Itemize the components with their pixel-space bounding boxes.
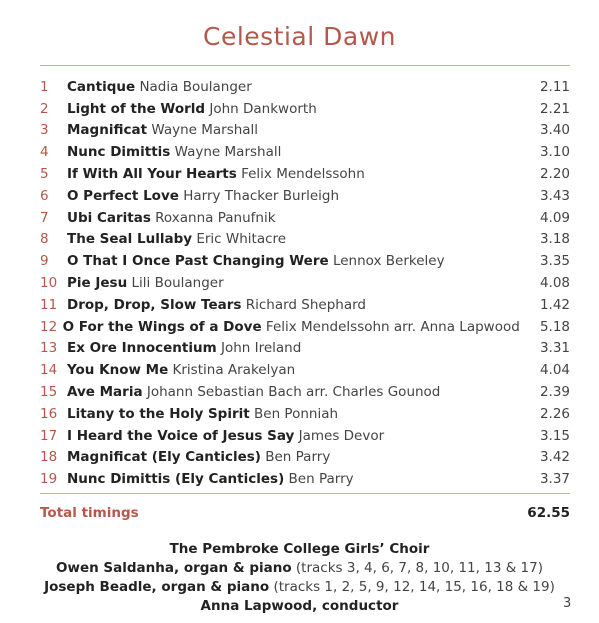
track-title: Ubi Caritas (67, 209, 151, 226)
track-row (40, 381, 570, 403)
track-number: 7 (40, 209, 49, 226)
track-number: 2 (40, 100, 49, 117)
track-row (40, 359, 570, 381)
performer-name: Owen Saldanha, organ & piano (56, 560, 292, 576)
track-duration: 3.42 (539, 449, 570, 466)
track-number: 10 (40, 275, 58, 292)
track-row (40, 272, 570, 294)
top-divider (40, 65, 570, 66)
track-duration: 2.39 (539, 384, 570, 401)
track-number: 9 (40, 253, 49, 270)
track-row (40, 207, 570, 229)
track-duration: 5.18 (539, 318, 570, 335)
track-title: You Know Me (67, 362, 169, 379)
track-number: 3 (40, 122, 49, 139)
track-duration: 4.08 (539, 275, 570, 292)
track-composer: Ben Parry (288, 471, 354, 488)
track-composer: Wayne Marshall (174, 144, 282, 161)
performer-tracks: (tracks 1, 2, 5, 9, 12, 14, 15, 16, 18 & 19) (273, 579, 555, 595)
track-number: 12 (40, 318, 58, 335)
track-composer: Johann Sebastian Bach arr. Charles Gounod (146, 384, 441, 401)
track-duration: 4.04 (539, 362, 570, 379)
album-title: Celestial Dawn (202, 22, 396, 51)
track-composer: James Devor (298, 427, 385, 444)
track-number: 17 (40, 427, 58, 444)
track-row (40, 316, 570, 338)
track-title: The Seal Lullaby (67, 231, 193, 248)
track-title: O Perfect Love (67, 187, 179, 204)
track-duration: 2.26 (539, 405, 570, 422)
track-row (40, 185, 570, 207)
track-title: O For the Wings of a Dove (62, 318, 262, 335)
track-number: 13 (40, 340, 58, 357)
track-number: 11 (40, 296, 58, 313)
track-duration: 3.43 (539, 187, 570, 204)
track-title: I Heard the Voice of Jesus Say (67, 427, 295, 444)
track-composer: Ben Parry (265, 449, 331, 466)
track-title: Nunc Dimittis (67, 144, 171, 161)
track-composer: Lili Boulanger (131, 275, 224, 292)
track-number: 6 (40, 187, 49, 204)
track-number: 18 (40, 449, 58, 466)
track-row (40, 141, 570, 163)
track-row (40, 76, 570, 98)
track-row (40, 403, 570, 425)
track-duration: 1.42 (539, 296, 570, 313)
performer-credits (0, 540, 599, 616)
track-row (40, 338, 570, 360)
track-title: Cantique (67, 78, 136, 95)
credit-line-joseph (0, 578, 599, 597)
track-duration: 3.35 (539, 253, 570, 270)
track-row (40, 468, 570, 490)
bottom-divider (40, 493, 570, 494)
track-title: Pie Jesu (67, 275, 128, 292)
track-duration: 3.37 (539, 471, 570, 488)
track-row (40, 229, 570, 251)
track-number: 19 (40, 471, 58, 488)
track-composer: Richard Shephard (245, 296, 367, 313)
track-title: Ex Ore Innocentium (67, 340, 217, 357)
track-row (40, 163, 570, 185)
performer-tracks: (tracks 3, 4, 6, 7, 8, 10, 11, 13 & 17) (295, 560, 543, 576)
track-row (40, 120, 570, 142)
track-composer: John Dankworth (209, 100, 317, 117)
total-timings-row (40, 505, 570, 521)
track-number: 8 (40, 231, 49, 248)
track-composer: Eric Whitacre (196, 231, 287, 248)
track-composer: John Ireland (220, 340, 302, 357)
track-duration: 3.31 (539, 340, 570, 357)
total-timings-value: 62.55 (527, 505, 570, 521)
choir-name: The Pembroke College Girls’ Choir (169, 541, 430, 557)
track-row (40, 425, 570, 447)
track-title: If With All Your Hearts (67, 166, 237, 183)
page-number: 3 (563, 596, 572, 611)
track-duration: 3.15 (539, 427, 570, 444)
track-composer: Lennox Berkeley (332, 253, 445, 270)
track-title: Nunc Dimittis (Ely Canticles) (67, 471, 285, 488)
track-list (40, 76, 570, 490)
track-row (40, 250, 570, 272)
track-duration: 2.11 (539, 78, 570, 95)
track-number: 14 (40, 362, 58, 379)
track-number: 15 (40, 384, 58, 401)
track-title: O That I Once Past Changing Were (67, 253, 329, 270)
track-composer: Felix Mendelssohn arr. Anna Lapwood (265, 318, 520, 335)
track-number: 1 (40, 78, 49, 95)
track-title: Light of the World (67, 100, 206, 117)
track-number: 5 (40, 166, 49, 183)
track-row (40, 447, 570, 469)
performer-name: Joseph Beadle, organ & piano (44, 579, 270, 595)
track-title: Magnificat (67, 122, 148, 139)
track-title: Magnificat (Ely Canticles) (67, 449, 261, 466)
track-composer: Kristina Arakelyan (172, 362, 296, 379)
track-number: 4 (40, 144, 49, 161)
track-composer: Wayne Marshall (151, 122, 259, 139)
conductor-credit: Anna Lapwood, conductor (200, 598, 399, 614)
track-composer: Nadia Boulanger (139, 78, 252, 95)
track-duration: 3.18 (539, 231, 570, 248)
track-row (40, 294, 570, 316)
track-duration: 3.40 (539, 122, 570, 139)
track-number: 16 (40, 405, 58, 422)
track-composer: Ben Ponniah (254, 405, 339, 422)
total-timings-label: Total timings (40, 505, 139, 521)
track-title: Litany to the Holy Spirit (67, 405, 250, 422)
track-row (40, 98, 570, 120)
track-duration: 4.09 (539, 209, 570, 226)
track-composer: Roxanna Panufnik (155, 209, 276, 226)
track-title: Ave Maria (67, 384, 143, 401)
track-duration: 2.21 (539, 100, 570, 117)
track-duration: 2.20 (539, 166, 570, 183)
credit-line-owen (0, 559, 599, 578)
track-composer: Felix Mendelssohn (241, 166, 365, 183)
track-composer: Harry Thacker Burleigh (183, 187, 340, 204)
track-duration: 3.10 (539, 144, 570, 161)
track-title: Drop, Drop, Slow Tears (67, 296, 242, 313)
